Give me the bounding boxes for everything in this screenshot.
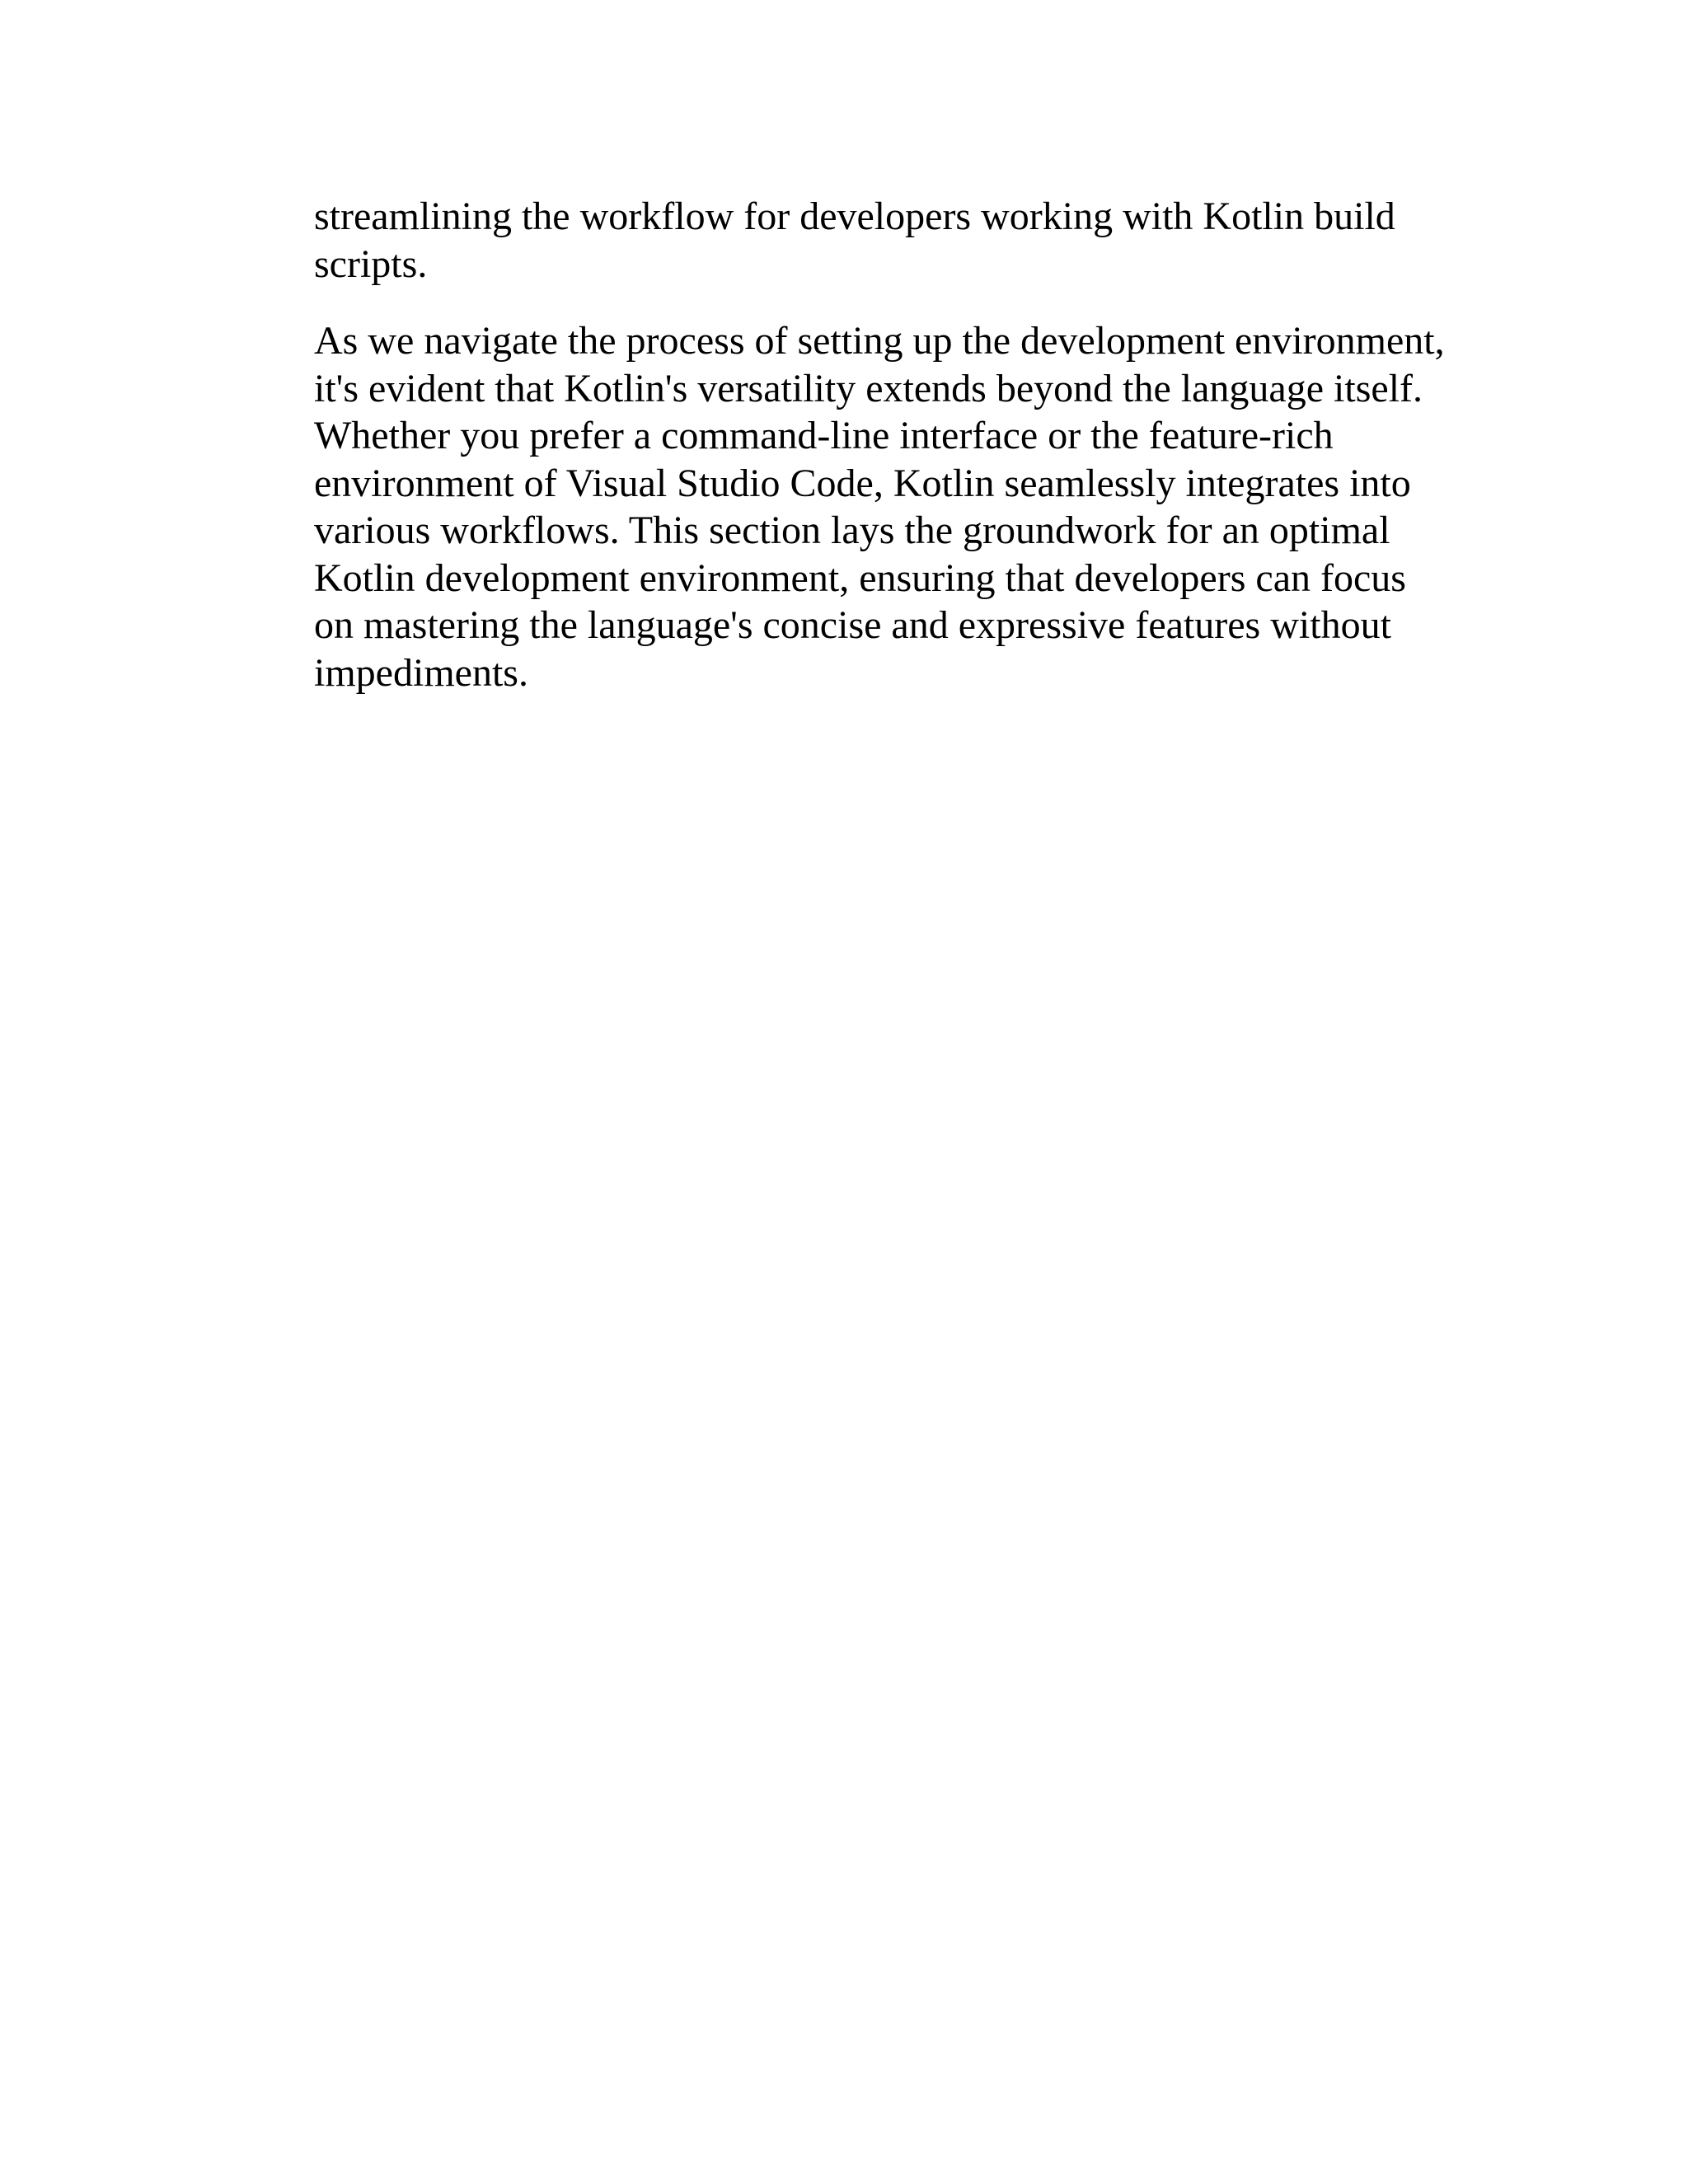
document-body bbox=[314, 193, 1447, 696]
paragraph-environment-summary: As we navigate the process of setting up the development environment, it's evident that Kotlin's versatility extends beyond the language itself. Whether you prefer a command-line interface or the feature-rich environment of Visual Studio Code, Kotlin seamlessly integrates into various workflows. This section lays the groundwork for an optimal Kotlin development environment, ensuring that developers can focus on mastering the language's concise and expressive features without impediments. bbox=[314, 319, 1445, 695]
paragraph-continuation: streamlining the workflow for developers working with Kotlin build scripts. bbox=[314, 194, 1395, 286]
